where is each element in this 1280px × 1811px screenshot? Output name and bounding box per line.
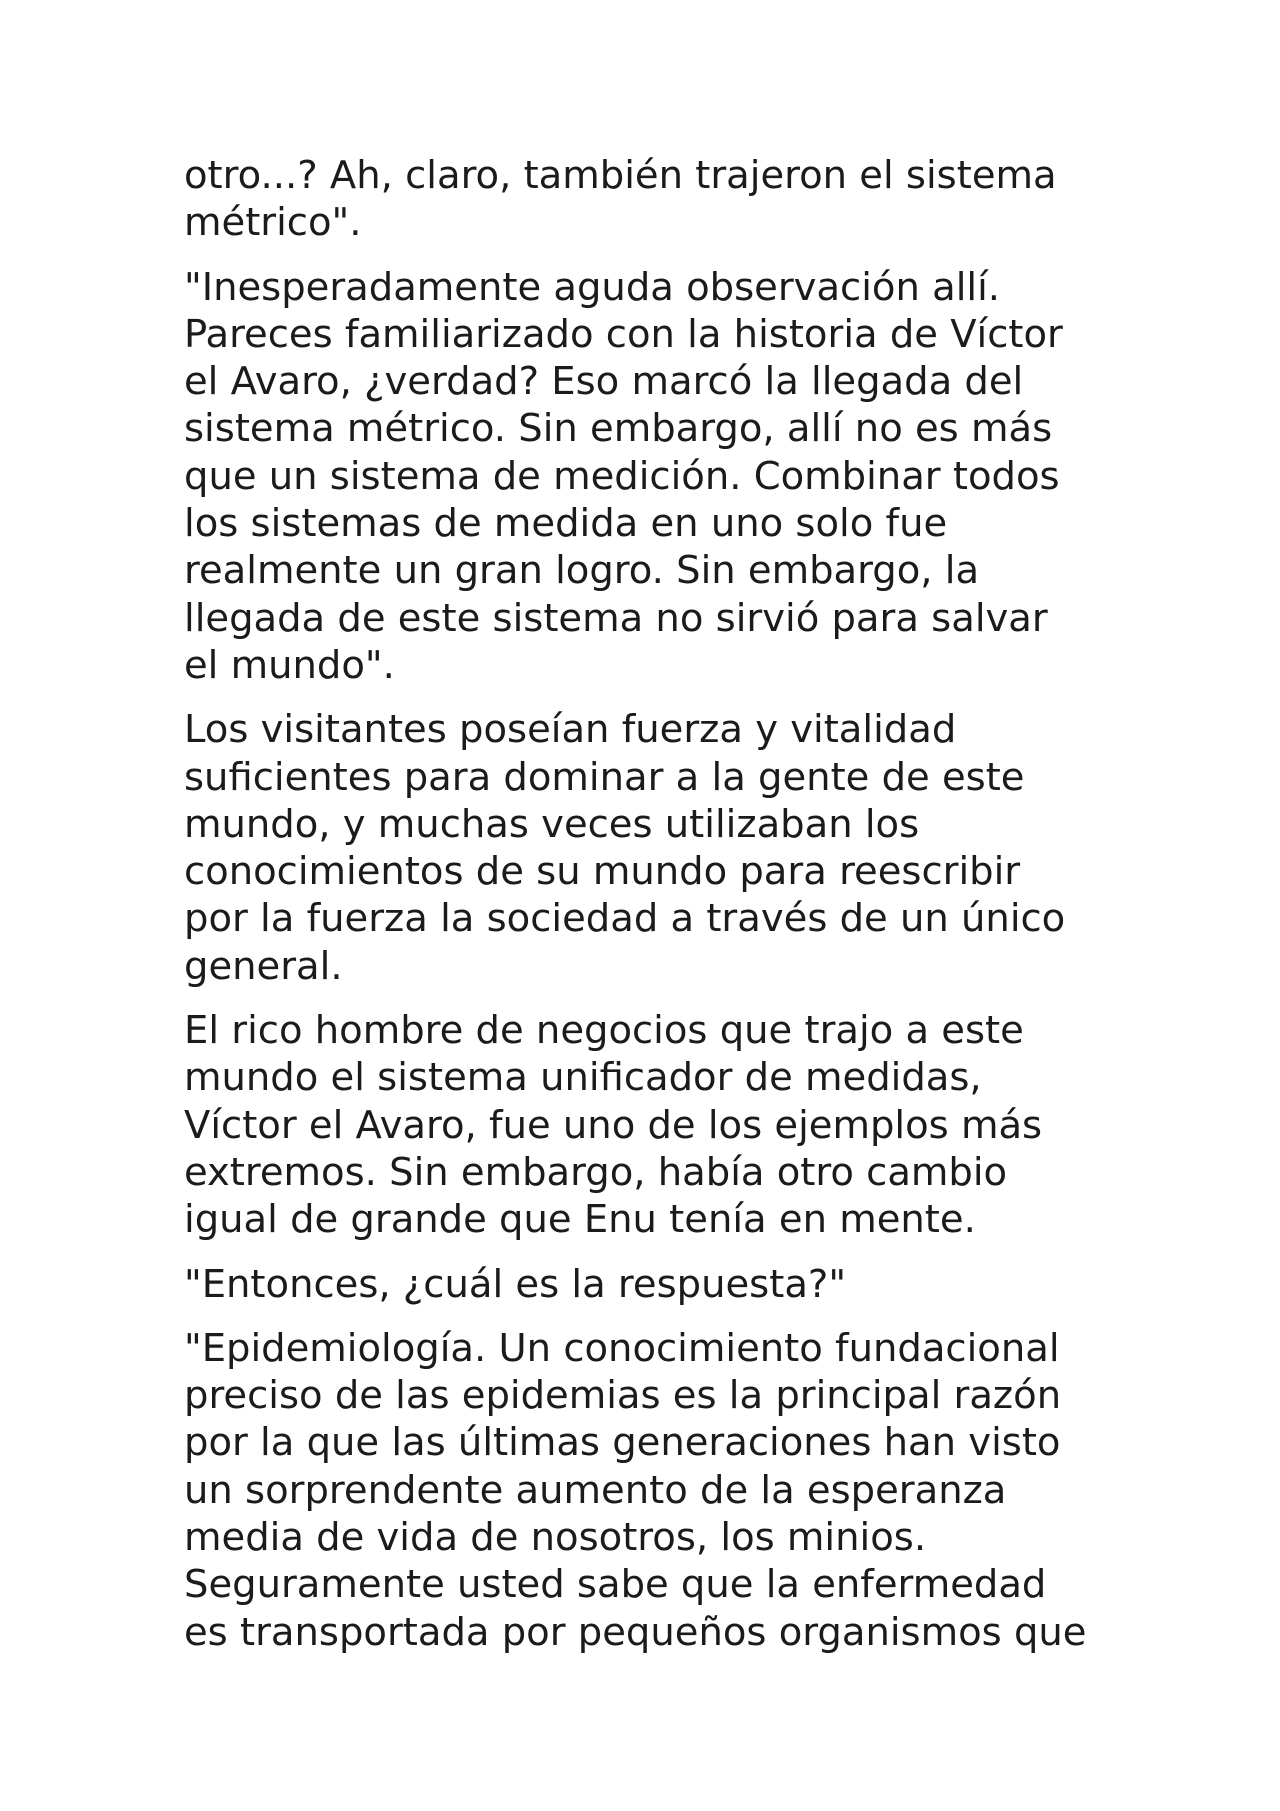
text-line: que un sistema de medición. Combinar todos [184,453,1060,499]
text-line: "Entonces, ¿cuál es la respuesta?" [184,1261,847,1307]
paragraph-3 [184,706,1114,990]
text-line: realmente un gran logro. Sin embargo, la [184,548,980,594]
text-line: es transportada por pequeños organismos que [184,1609,1087,1655]
paragraph-1 [184,152,1114,247]
text-line: media de vida de nosotros, los minios. [184,1515,927,1561]
text-line: general. [184,943,343,989]
paragraph-5 [184,1261,1114,1308]
text-line: el mundo". [184,642,395,688]
text-line: mundo el sistema unificador de medidas, [184,1055,982,1101]
text-line: conocimientos de su mundo para reescribir [184,849,1021,895]
paragraph-2 [184,264,1114,690]
text-column [184,152,1114,1673]
text-line: llegada de este sistema no sirvió para salvar [184,595,1048,641]
text-line: métrico". [184,200,362,246]
text-line: extremos. Sin embargo, había otro cambio [184,1149,1008,1195]
text-line: suficientes para dominar a la gente de este [184,754,1025,800]
text-line: Seguramente usted sabe que la enfermedad [184,1562,1047,1608]
text-line: sistema métrico. Sin embargo, allí no es más [184,406,1053,452]
text-line: Pareces familiarizado con la historia de Víctor [184,311,1063,357]
text-line: preciso de las epidemias es la principal razón [184,1373,1062,1419]
text-line: El rico hombre de negocios que trajo a este [184,1008,1024,1054]
text-line: otro...? Ah, claro, también trajeron el sistema [184,153,1057,198]
text-line: Víctor el Avaro, fue uno de los ejemplos más [184,1102,1043,1148]
text-line: un sorprendente aumento de la esperanza [184,1467,1007,1513]
text-line: por la fuerza la sociedad a través de un único [184,896,1066,942]
text-line: Los visitantes poseían fuerza y vitalidad [184,707,957,753]
text-line: los sistemas de medida en uno solo fue [184,501,948,547]
text-line: "Inesperadamente aguda observación allí. [184,264,1001,310]
text-line: igual de grande que Enu tenía en mente. [184,1197,976,1243]
text-line: el Avaro, ¿verdad? Eso marcó la llegada del [184,359,1024,405]
paragraph-4 [184,1007,1114,1243]
text-line: mundo, y muchas veces utilizaban los [184,801,920,847]
paragraph-6 [184,1325,1114,1656]
text-line: por la que las últimas generaciones han visto [184,1420,1061,1466]
text-line: "Epidemiología. Un conocimiento fundacional [184,1325,1060,1371]
